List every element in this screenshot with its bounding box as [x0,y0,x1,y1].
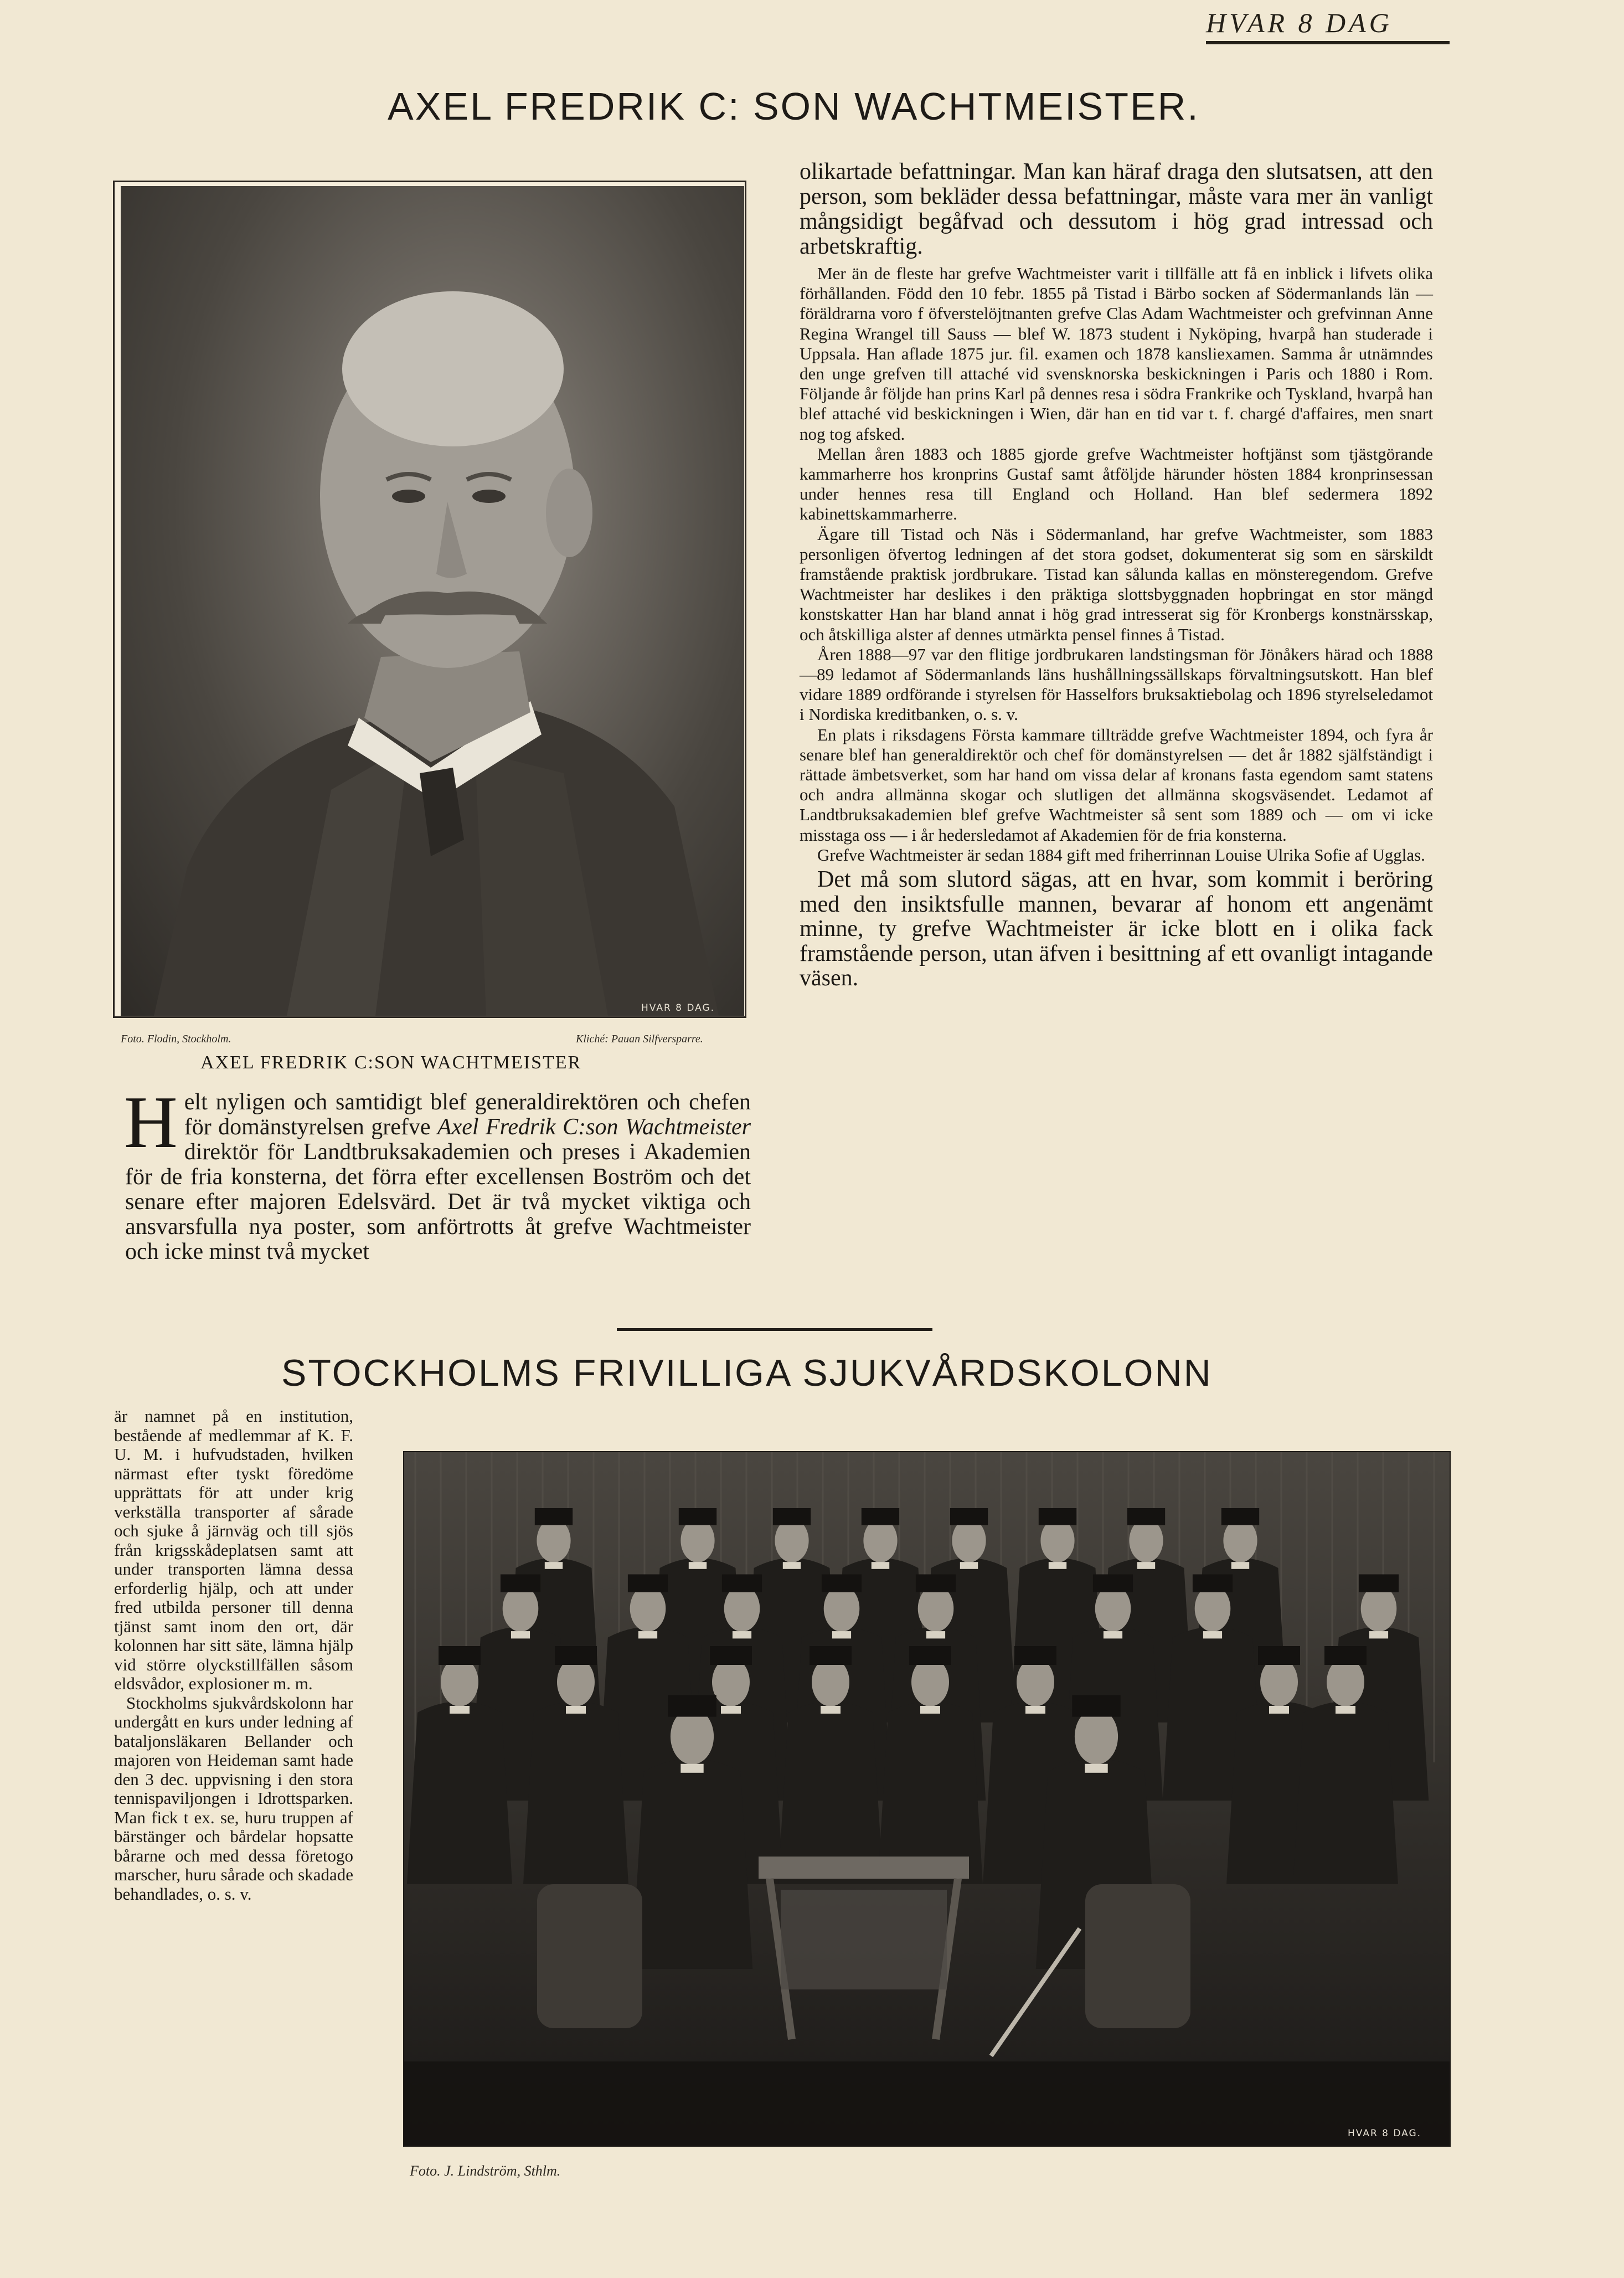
biography-paragraph: Mellan åren 1883 och 1885 gjorde grefve Wachtmeister hoftjänst som tjästgörande kammarherre hos kronprins Gustaf samt åtföljde härunder hösten 1884 kronprinsessan under hennes resa till England och Holland. Han blef sedermera 1892 kabinettskammarherre. [800,444,1433,524]
photo-watermark: HVAR 8 DAG. [641,1002,715,1014]
biography-paragraph: Ägare till Tistad och Näs i Södermanland, har grefve Wachtmeister, som 1883 personligen öfvertog ledningen af det stora godset, dokumenterat sig som en särskildt framstående praktisk jordbrukare. Tistad kan sålunda kallas en mönsteregendom. Grefve Wachtmeister har deslikes i den präktiga slottsbyggnaden hopbringat en stor mängd konstskatter Han har bland annat i hög grad intresserat sig för Kronbergs konstnärsskap, och åtskilliga alster af dennes utmärkta pensel finnes å Tistad. [800,524,1433,644]
article-body [114,1407,353,1904]
lead-text: elt nyligen och samtidigt blef generaldirektören och chefen för domänstyrelsen grefve [184,1089,751,1140]
lead-paragraph [124,1081,751,1264]
photo-caption: AXEL FREDRIK C:SON WACHTMEISTER [200,1052,582,1073]
biography-paragraph: Åren 1888—97 var den flitige jordbrukaren landstingsman för Jönåkers härad och 1888—89 ledamot af Södermanlands läns hushållningssällskaps förvaltningsutskott. Han blef vidare 1889 ordförande i styrelsen för Hasselfors bruksaktiebolag och 1896 styrelseledamot i Nordiska kreditbanken, o. s. v. [800,644,1433,724]
photo-credit: Foto. Flodin, Stockholm. [121,1033,231,1045]
engraver-credit: Kliché: Pauan Silfversparre. [576,1033,703,1045]
biography-paragraph: En plats i riksdagens Första kammare tillträdde grefve Wachtmeister 1894, och fyra år senare blef han generaldirektör och chef för domänstyrelsen — det år 1882 själfständigt i rättade ämbetsverket, som har hand om vissa delar af kronans fasta egendom samt statens och andra allmänna skogar och slutligen det allmänna skogsväsendet. Ledamot af Landtbruksakademien blef grefve Wachtmeister så sent som 1889 och — om vi icke misstaga oss — i år hedersledamot af Akademien för de fria konsterna. [800,724,1433,845]
biography-paragraph: Grefve Wachtmeister är sedan 1884 gift med friherrinnan Louise Ulrika Sofie af Ugglas. [817,845,1425,865]
closing-paragraph: Det må som slutord sägas, att en hvar, som kommit i beröring med den insiktsfulle mannen, bevarar af honom ett angenämt minne, ty grefve Wachtmeister är icke blott en i olika fack framstående person, utan äfven i besittning af ett ovanligt intagande väsen. [800,867,1433,991]
drop-cap: H [124,1081,178,1163]
portrait-illustration [121,186,744,1016]
photo-credit: Foto. J. Lindström, Sthlm. [410,2163,561,2179]
article-title: AXEL FREDRIK C: SON WACHTMEISTER. [388,85,1200,128]
article-paragraph: Stockholms sjukvårdskolonn har undergått en kurs under ledning af bataljonsläkaren Bellander och majoren von Heideman samt hade den 3 dec. uppvisning i den stora tennispaviljongen i Idrottsparken. Man fick t ex. se, huru truppen af bärstänger och bårdelar hopsatte bårarne och med dessa företogo marscher, huru sårade och skadade behandlades, o. s. v. [114,1693,353,1904]
subject-name: Axel Fredrik C:son Wachtmeister [437,1114,751,1140]
masthead: HVAR 8 DAG [1206,7,1450,44]
article-right-column [800,160,1433,991]
section-divider [617,1328,932,1331]
biography-paragraph: Mer än de fleste har grefve Wachtmeister varit i tillfälle att få en inblick i lifvets olika förhållanden. Född den 10 febr. 1855 på Tistad i Bärbo socken af Södermanlands län — föräldrarna voro f öfverstelöjtnanten grefve Clas Adam Wachtmeister och grefvinnan Anne Regina Wrangel till Sauss — blef W. 1873 student i Nyköping, hvarpå han studerade i Uppsala. Han aflade 1875 jur. fil. examen och 1878 kansliexamen. Samma år utnämndes den unge grefven till attaché vid svensknorska beskickningen i Paris och 1880 i Rom. Följande år följde han prins Karl på dennes resa i södra Frankrike och Tyskland, hvarpå han blef attaché vid beskickningen i Wien, där han en tid var t. f. chargé d'affaires, men snart nog tog afsked. [800,264,1433,444]
continued-paragraph: olikartade befattningar. Man kan häraf draga den slutsatsen, att den person, som bekläder dessa befattningar, måste vara mer än vanligt mångsidigt begåfvad och dessutom i hög grad intressad och arbetskraftig. [800,159,1433,259]
article-paragraph: är namnet på en institution, bestående af medlemmar af K. F. U. M. i hufvudstaden, hvilken närmast efter tyskt föredöme upprättats för att under krig verkställa transporter af sårade och sjuke å järnväg och till sjös från krigsskådeplatsen samt att under transporten lämna dessa erforderlig hjälp, och att under fred utbilda personer till denna tjänst samt inom den ort, där kolonnen har sitt säte, lämna hjälp vid större olyckstillfällen såsom eldsvådor, explosioner m. m. [114,1406,353,1693]
photo-watermark: HVAR 8 DAG. [1348,2128,1422,2139]
portrait-photo [121,186,744,1016]
article-title: STOCKHOLMS FRIVILLIGA SJUKVÅRDSKOLONN [281,1352,1213,1394]
group-photo [403,1451,1451,2147]
lead-text-continued: direktör för Landtbruksakademien och preses i Akademien för de fria konsterna, det förra efter excellensen Boström och det senare efter majoren Edelsvärd. Det är två mycket viktiga och ansvarsfulla nya poster, som anförtrotts åt grefve Wachtmeister och icke minst två mycket [125,1139,751,1264]
group-photo-illustration [404,1452,1450,2146]
